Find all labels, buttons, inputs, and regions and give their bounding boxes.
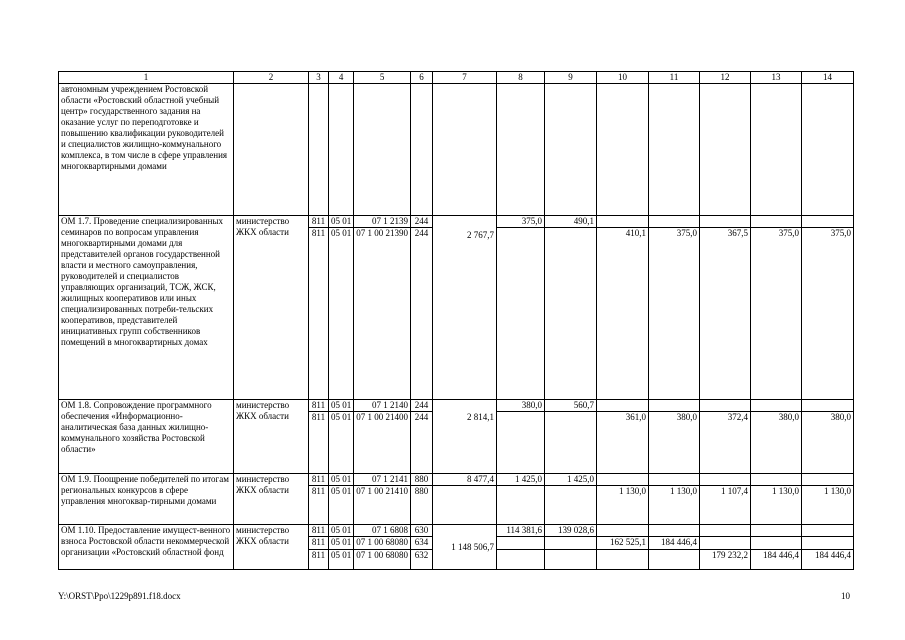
total-value: 2 767,7 (433, 216, 497, 400)
vr-code: 880 (411, 486, 433, 525)
grbs-code: 811 (309, 525, 329, 537)
csr-code: 07 1 00 68080 (354, 550, 411, 570)
year-value: 560,7 (545, 400, 597, 412)
year-value: 380,0 (649, 412, 700, 474)
executor (234, 525, 309, 570)
year-value: 380,0 (751, 412, 802, 474)
year-value: 372,4 (700, 412, 751, 474)
total-value: 8 477,4 (433, 474, 497, 486)
rzpr-code: 05 01 (329, 537, 354, 550)
rzpr-code: 05 01 (329, 550, 354, 570)
rzpr-code: 05 01 (329, 216, 354, 228)
table-row (59, 525, 854, 537)
year-value: 375,0 (751, 228, 802, 400)
measure-name: ОМ 1.10. Предоставление имущест-венного взноса Ростовской области некоммерческой организации «Ростовский областной фонд (59, 525, 234, 570)
year-value: 375,0 (497, 216, 545, 228)
year-value: 1 130,0 (751, 486, 802, 525)
grbs-code: 811 (309, 486, 329, 525)
header-cell: 10 (597, 72, 649, 84)
header-cell: 11 (649, 72, 700, 84)
rzpr-code: 05 01 (329, 412, 354, 474)
year-value: 490,1 (545, 216, 597, 228)
year-value: 367,5 (700, 228, 751, 400)
header-cell: 9 (545, 72, 597, 84)
csr-code: 07 1 2140 (354, 400, 411, 412)
header-cell: 13 (751, 72, 802, 84)
rzpr-code: 05 01 (329, 228, 354, 400)
year-value: 1 425,0 (497, 474, 545, 486)
executor-line: министерство (236, 400, 290, 410)
year-value: 1 130,0 (597, 486, 649, 525)
budget-table (58, 71, 854, 570)
vr-code: 244 (411, 216, 433, 228)
table-row (59, 84, 854, 216)
header-cell: 7 (433, 72, 497, 84)
grbs-code: 811 (309, 400, 329, 412)
year-value: 184 446,4 (802, 550, 854, 570)
header-cell: 4 (329, 72, 354, 84)
header-cell: 14 (802, 72, 854, 84)
csr-code: 07 1 00 68080 (354, 537, 411, 550)
grbs-code: 811 (309, 537, 329, 550)
executor (234, 216, 309, 400)
year-value: 1 107,4 (700, 486, 751, 525)
executor-line: ЖКХ области (236, 227, 289, 237)
year-value: 380,0 (802, 412, 854, 474)
vr-code: 244 (411, 412, 433, 474)
year-value: 1 130,0 (649, 486, 700, 525)
rzpr-code: 05 01 (329, 400, 354, 412)
year-value: 1 130,0 (802, 486, 854, 525)
csr-code: 07 1 6808 (354, 525, 411, 537)
header-cell: 12 (700, 72, 751, 84)
csr-code: 07 1 00 21400 (354, 412, 411, 474)
executor-line: министерство (236, 525, 290, 535)
csr-code: 07 1 00 21390 (354, 228, 411, 400)
vr-code: 632 (411, 550, 433, 570)
executor-line: ЖКХ области (236, 536, 289, 546)
year-value: 361,0 (597, 412, 649, 474)
executor (234, 400, 309, 474)
executor-line: министерство (236, 474, 290, 484)
csr-code: 07 1 2141 (354, 474, 411, 486)
year-value: 184 446,4 (751, 550, 802, 570)
grbs-code: 811 (309, 228, 329, 400)
executor-line: министерство (236, 216, 290, 226)
header-row (59, 72, 854, 84)
table-row (59, 474, 854, 486)
file-path: Y:\ORST\Ppo\1229p891.f18.docx (58, 591, 181, 601)
rzpr-code: 05 01 (329, 474, 354, 486)
year-value: 380,0 (497, 400, 545, 412)
csr-code: 07 1 2139 (354, 216, 411, 228)
header-cell: 3 (309, 72, 329, 84)
year-value: 375,0 (802, 228, 854, 400)
vr-code: 244 (411, 400, 433, 412)
year-value: 410,1 (597, 228, 649, 400)
vr-code: 880 (411, 474, 433, 486)
measure-name: ОМ 1.9. Поощрение победителей по итогам региональных конкурсов в сфере управления многоквар-тирными домами (59, 474, 234, 525)
executor (234, 474, 309, 525)
header-cell: 6 (411, 72, 433, 84)
header-cell: 5 (354, 72, 411, 84)
csr-code: 07 1 00 21410 (354, 486, 411, 525)
table-row (59, 400, 854, 412)
year-value: 179 232,2 (700, 550, 751, 570)
year-value: 114 381,6 (497, 525, 545, 537)
year-value: 184 446,4 (649, 537, 700, 550)
year-value: 375,0 (649, 228, 700, 400)
header-cell: 2 (234, 72, 309, 84)
year-value: 162 525,1 (597, 537, 649, 550)
grbs-code: 811 (309, 474, 329, 486)
header-cell: 1 (59, 72, 234, 84)
table-row (59, 216, 854, 228)
measure-name: ОМ 1.7. Проведение специализированных семинаров по вопросам управления многоквартирными домами для представителей органов государственной власти и местного самоуправления, руководителей и специалистов управляющих организаций, ТСЖ, ЖСК, жилищных кооперативов или иных специализированных потреби-тельских кооперативов, представителей инициативных групп собственников помещений в многоквартирных домах (59, 216, 234, 400)
grbs-code: 811 (309, 216, 329, 228)
rzpr-code: 05 01 (329, 525, 354, 537)
measure-name: автономным учреждением Ростовской области «Ростовский областной учебный центр» государственного задания на оказание услуг по переподготовке и повышению квалификации руководителей и специалистов жилищно-коммунального комплекса, в том числе в сфере управления многоквартирными домами (59, 84, 234, 216)
total-value: 1 148 506,7 (433, 525, 497, 570)
grbs-code: 811 (309, 412, 329, 474)
year-value: 139 028,6 (545, 525, 597, 537)
vr-code: 634 (411, 537, 433, 550)
vr-code: 630 (411, 525, 433, 537)
executor-line: ЖКХ области (236, 485, 289, 495)
measure-name: ОМ 1.8. Сопровождение программного обеспечения «Информационно-аналитическая база данных жилищно-коммунального хозяйства Ростовской области» (59, 400, 234, 474)
executor-line: ЖКХ области (236, 411, 289, 421)
header-cell: 8 (497, 72, 545, 84)
rzpr-code: 05 01 (329, 486, 354, 525)
year-value: 1 425,0 (545, 474, 597, 486)
grbs-code: 811 (309, 550, 329, 570)
page-number: 10 (841, 591, 850, 601)
total-value: 2 814,1 (433, 400, 497, 474)
vr-code: 244 (411, 228, 433, 400)
